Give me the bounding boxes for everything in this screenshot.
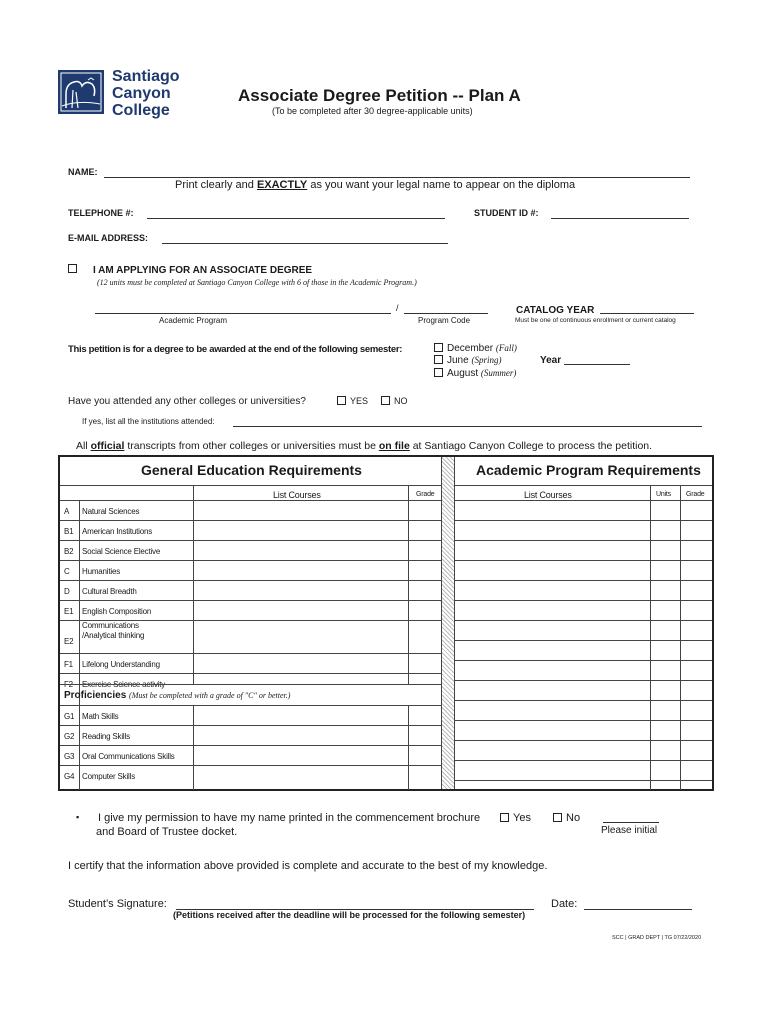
prof-row-code: G2 <box>64 732 75 741</box>
permission-text-line2: and Board of Trustee docket. <box>96 826 238 838</box>
ap-list-courses-header: List Courses <box>524 490 572 500</box>
semester-june-option[interactable]: June (Spring) <box>434 355 501 366</box>
ge-row-name: American Institutions <box>82 527 153 536</box>
telephone-label: TELEPHONE #: <box>68 208 134 218</box>
ge-row-name: Social Science Elective <box>82 547 161 556</box>
ge-row-code: B2 <box>64 547 74 556</box>
ge-row-name: Humanities <box>82 567 121 576</box>
program-code-label: Program Code <box>418 316 471 325</box>
ge-header: General Education Requirements <box>141 462 362 478</box>
prof-row-name: Math Skills <box>82 712 119 721</box>
prof-row-code: G4 <box>64 772 75 781</box>
form-title: Associate Degree Petition -- Plan A <box>238 86 521 105</box>
prof-row-code: G3 <box>64 752 75 761</box>
checkbox-icon <box>381 396 390 405</box>
slash-separator: / <box>396 303 399 313</box>
academic-program-field[interactable] <box>95 313 391 314</box>
prof-row-code: G1 <box>64 712 75 721</box>
checkbox-icon <box>434 355 443 364</box>
year-label: Year <box>540 355 562 366</box>
year-field[interactable] <box>564 364 630 365</box>
initial-field[interactable] <box>603 822 659 823</box>
ge-row-code: E1 <box>64 607 74 616</box>
other-colleges-question: Have you attended any other colleges or universities? <box>68 396 306 407</box>
checkbox-icon <box>553 813 562 822</box>
ap-units-header: Units <box>656 491 671 498</box>
requirements-table <box>58 455 714 791</box>
ge-list-courses-header: List Courses <box>273 490 321 500</box>
other-colleges-no[interactable]: NO <box>381 396 408 406</box>
list-institutions-label: If yes, list all the institutions attended: <box>82 417 215 426</box>
bullet: ▪ <box>76 812 80 822</box>
student-id-field[interactable] <box>551 218 689 219</box>
name-field[interactable] <box>104 177 690 178</box>
deadline-note: (Petitions received after the deadline will be processed for the following semester) <box>173 910 526 920</box>
ge-row-name: Communications /Analytical thinking <box>82 621 145 640</box>
transcripts-note: All official transcripts from other colleges or universities must be on file at Santiago Canyon College to process the petition. <box>76 440 653 452</box>
semester-december-option[interactable]: December (Fall) <box>434 343 517 354</box>
telephone-field[interactable] <box>147 218 445 219</box>
checkbox-icon <box>337 396 346 405</box>
ge-row-code: E2 <box>64 637 74 646</box>
applying-note: (12 units must be completed at Santiago Canyon College with 6 of those in the Academic Program.) <box>97 278 417 287</box>
email-field[interactable] <box>162 243 448 244</box>
ap-header: Academic Program Requirements <box>476 462 701 478</box>
ge-row-code: B1 <box>64 527 74 536</box>
ge-row-name: Natural Sciences <box>82 507 140 516</box>
other-colleges-yes[interactable]: YES <box>337 396 368 406</box>
ge-row-code: F2 <box>64 680 73 689</box>
catalog-year-label: CATALOG YEAR <box>516 305 595 316</box>
applying-checkbox[interactable] <box>68 264 81 275</box>
ge-row-code: C <box>64 567 70 576</box>
ap-grade-header: Grade <box>686 491 705 498</box>
ge-row-name: Cultural Breadth <box>82 587 137 596</box>
ge-row-code: A <box>64 507 70 516</box>
academic-program-label: Academic Program <box>159 316 228 325</box>
please-initial-label: Please initial <box>601 825 658 836</box>
date-label: Date: <box>551 898 578 910</box>
ge-row-name: Exercise Science activity <box>82 680 166 689</box>
checkbox-icon <box>434 368 443 377</box>
footer-code: SCC | GRAD DEPT | TG 07/22/2020 <box>612 935 702 941</box>
catalog-note: Must be one of continuous enrollment or current catalog <box>515 317 676 324</box>
semester-prompt: This petition is for a degree to be awarded at the end of the following semester: <box>68 344 403 355</box>
ge-row-code: D <box>64 587 70 596</box>
ge-row-name: English Composition <box>82 607 152 616</box>
prof-row-name: Reading Skills <box>82 732 130 741</box>
name-instruction: Print clearly and EXACTLY as you want your legal name to appear on the diploma <box>175 179 576 191</box>
semester-august-option[interactable]: August (Summer) <box>434 368 516 379</box>
ge-grade-header: Grade <box>416 491 435 498</box>
ge-row-code: F1 <box>64 660 73 669</box>
applying-label: I AM APPLYING FOR AN ASSOCIATE DEGREE <box>93 265 313 276</box>
permission-yes-option[interactable]: Yes <box>500 812 531 824</box>
institutions-field[interactable] <box>233 426 702 427</box>
catalog-year-field[interactable] <box>600 313 694 314</box>
permission-no-option[interactable]: No <box>553 812 580 824</box>
date-field[interactable] <box>584 909 692 910</box>
ge-row-name: Lifelong Understanding <box>82 660 160 669</box>
name-label: NAME: <box>68 167 98 177</box>
college-logo-text: Santiago Canyon College <box>112 68 180 119</box>
certify-statement: I certify that the information above provided is complete and accurate to the best of my knowledge. <box>68 860 548 872</box>
proficiencies-header: Proficiencies (Must be completed with a grade of "C" or better.) <box>64 690 291 701</box>
student-id-label: STUDENT ID #: <box>474 208 539 218</box>
college-logo-mark <box>58 70 104 114</box>
program-code-field[interactable] <box>404 313 488 314</box>
email-label: E-MAIL ADDRESS: <box>68 233 149 243</box>
checkbox-icon <box>68 264 77 273</box>
checkbox-icon <box>434 343 443 352</box>
form-subtitle: (To be completed after 30 degree-applicable units) <box>272 106 473 116</box>
signature-label: Student’s Signature: <box>68 898 167 910</box>
prof-row-name: Oral Communications Skills <box>82 752 175 761</box>
permission-text-line1: I give my permission to have my name printed in the commencement brochure <box>98 812 481 824</box>
checkbox-icon <box>500 813 509 822</box>
table-divider <box>441 457 455 789</box>
prof-row-name: Computer Skills <box>82 772 136 781</box>
